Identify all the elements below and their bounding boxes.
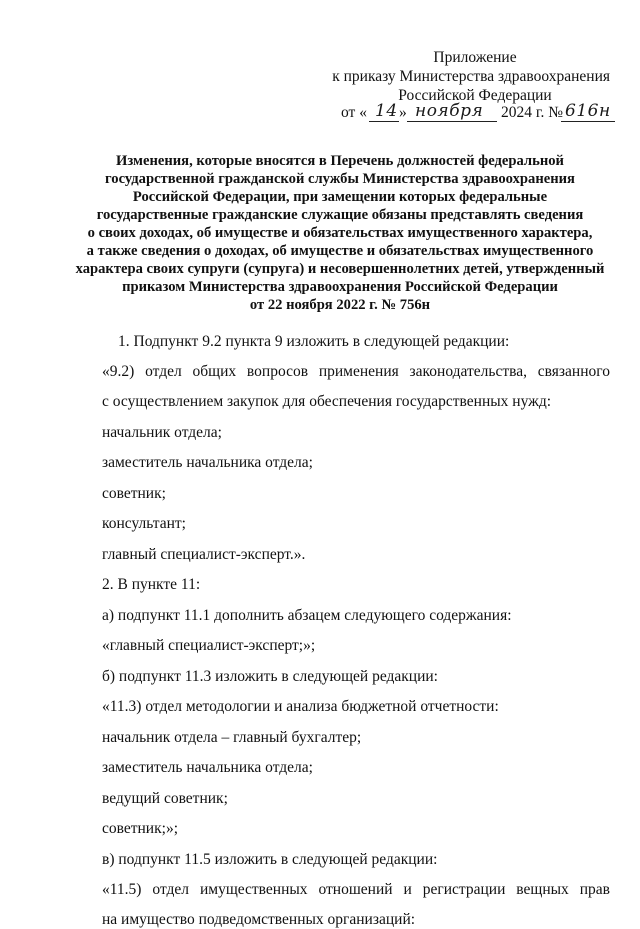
appendix-label: Приложение <box>433 49 517 66</box>
title-line: от 22 ноября 2022 г. № 756н <box>249 297 431 313</box>
paragraph: заместитель начальника отдела; <box>102 759 313 776</box>
date-year: 2024 г. № <box>501 104 564 121</box>
title-line: а также сведения о доходах, об имуществе и обязательствах имущественного <box>86 243 594 259</box>
title-line: Российской Федерации, при замещении которых федеральные <box>132 189 548 205</box>
appendix-federation-line: Российской Федерации <box>398 87 552 104</box>
title-line: государственные гражданские служащие обязаны представлять сведения <box>96 207 584 223</box>
order-number-underline <box>561 121 615 122</box>
paragraph: заместитель начальника отдела; <box>102 454 313 471</box>
appendix-header <box>330 48 620 105</box>
paragraph: главный специалист-эксперт.». <box>102 546 306 563</box>
paragraph: б) подпункт 11.3 изложить в следующей редакции: <box>102 668 438 685</box>
date-prefix: от « <box>341 104 367 121</box>
paragraph: в) подпункт 11.5 изложить в следующей редакции: <box>102 851 438 868</box>
paragraph: ведущий советник; <box>102 790 228 807</box>
document-title <box>60 152 620 314</box>
paragraph: «главный специалист-эксперт;»; <box>102 637 316 654</box>
paragraph: а) подпункт 11.1 дополнить абзацем следующего содержания: <box>102 607 512 624</box>
title-line: Изменения, которые вносятся в Перечень должностей федеральной <box>116 153 564 169</box>
paragraph: советник;»; <box>102 820 178 837</box>
title-line: характера своих супруги (супруга) и несовершеннолетних детей, утвержденный <box>75 261 605 277</box>
date-close-quote: » <box>399 104 407 121</box>
paragraph: «11.3) отдел методологии и анализа бюджетной отчетности: <box>102 698 499 715</box>
date-month-underline <box>407 121 497 122</box>
paragraph: 1. Подпункт 9.2 пункта 9 изложить в следующей редакции: <box>118 333 510 350</box>
paragraph: начальник отдела; <box>102 424 222 441</box>
title-line: государственной гражданской службы Министерства здравоохранения <box>105 171 575 187</box>
title-line: приказом Министерства здравоохранения Российской Федерации <box>122 279 558 295</box>
order-number-handwritten: 616н <box>565 101 611 121</box>
paragraph: советник; <box>102 485 166 502</box>
paragraph: 2. В пункте 11: <box>102 576 201 593</box>
order-date-line <box>341 101 631 126</box>
paragraph: начальник отдела – главный бухгалтер; <box>102 729 362 746</box>
paragraph: «11.5) отдел имущественных отношений и регистрации вещных прав <box>102 881 610 898</box>
paragraph: с осуществлением закупок для обеспечения государственных нужд: <box>102 393 552 410</box>
date-day-underline <box>369 121 399 122</box>
paragraph: на имущество подведомственных организаций: <box>102 911 416 928</box>
paragraph: консультант; <box>102 515 186 532</box>
paragraph: «9.2) отдел общих вопросов применения законодательства, связанного <box>102 363 610 380</box>
date-month-handwritten: ноября <box>415 101 484 121</box>
date-day-handwritten: 14 <box>375 101 398 121</box>
title-line: о своих доходах, об имуществе и обязательствах имущественного характера, <box>87 225 593 241</box>
appendix-order-line: к приказу Министерства здравоохранения <box>332 68 610 85</box>
